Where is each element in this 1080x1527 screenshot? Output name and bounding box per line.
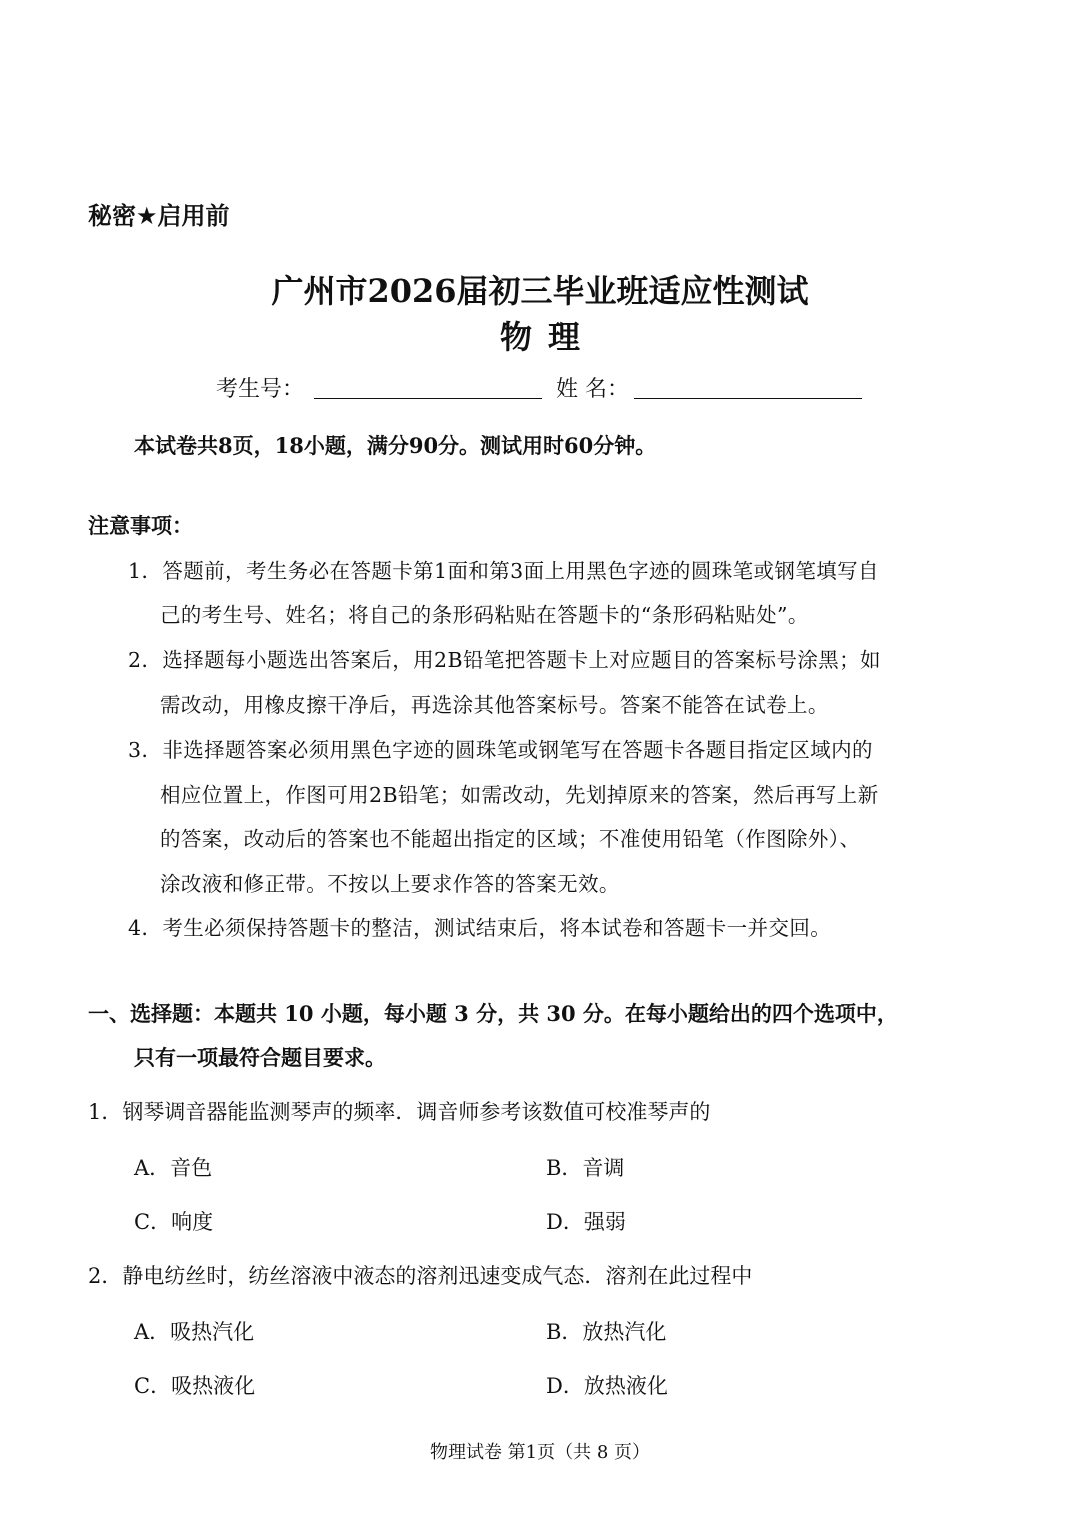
question-stem: 1．钢琴调音器能监测琴声的频率．调音师参考该数值可校准琴声的 <box>88 1100 711 1124</box>
section-heading: 一、选择题：本题共 10 小题，每小题 3 分，共 30 分。在每小题给出的四个选项中， <box>88 1001 898 1026</box>
option-b: B．放热汽化 <box>546 1320 667 1344</box>
notice-line: 需改动，用橡皮擦干净后，再选涂其他答案标号。答案不能答在试卷上。 <box>160 693 829 717</box>
exam-title: 广州市2026届初三毕业班适应性测试 <box>271 272 809 310</box>
notice-line: 的答案，改动后的答案也不能超出指定的区域；不准使用铅笔（作图除外）、 <box>160 827 861 851</box>
option-d: D．强弱 <box>546 1210 626 1234</box>
option-a: A．音色 <box>134 1156 213 1180</box>
notice-line: 3．非选择题答案必须用黑色字迹的圆珠笔或钢笔写在答题卡各题目指定区域内的 <box>128 738 873 762</box>
option-a: A．吸热汽化 <box>134 1320 255 1344</box>
option-b: B．音调 <box>546 1156 625 1180</box>
exam-info: 本试卷共8页，18小题，满分90分。测试用时60分钟。 <box>134 433 657 458</box>
exam-number-blank <box>314 398 542 399</box>
notice-line: 己的考生号、姓名；将自己的条形码粘贴在答题卡的“条形码粘贴处”。 <box>160 603 809 627</box>
section-heading-cont: 只有一项最符合题目要求。 <box>134 1045 386 1070</box>
question-stem: 2．静电纺丝时，纺丝溶液中液态的溶剂迅速变成气态．溶剂在此过程中 <box>88 1264 753 1288</box>
notice-line: 2．选择题每小题选出答案后，用2B铅笔把答题卡上对应题目的答案标号涂黑；如 <box>128 648 881 672</box>
notice-line: 涂改液和修正带。不按以上要求作答的答案无效。 <box>160 872 620 896</box>
option-d: D．放热液化 <box>546 1374 668 1398</box>
page-footer: 物理试卷 第1页（共 8 页） <box>429 1442 651 1463</box>
confidential-label: 秘密★启用前 <box>88 202 230 230</box>
notice-line: 4．考生必须保持答题卡的整洁，测试结束后，将本试卷和答题卡一并交回。 <box>128 916 832 940</box>
exam-number-label: 考生号： <box>216 377 305 402</box>
option-c: C．吸热液化 <box>134 1374 256 1398</box>
subject-title: 物理 <box>499 318 596 356</box>
notice-line: 相应位置上，作图可用2B铅笔；如需改动，先划掉原来的答案，然后再写上新 <box>160 783 879 807</box>
student-name-blank <box>634 398 862 399</box>
option-c: C．响度 <box>134 1210 214 1234</box>
notice-title: 注意事项： <box>88 514 193 538</box>
student-name-label: 姓 名： <box>556 377 629 402</box>
notice-line: 1．答题前，考生务必在答题卡第1面和第3面上用黑色字迹的圆珠笔或钢笔填写自 <box>128 559 879 583</box>
